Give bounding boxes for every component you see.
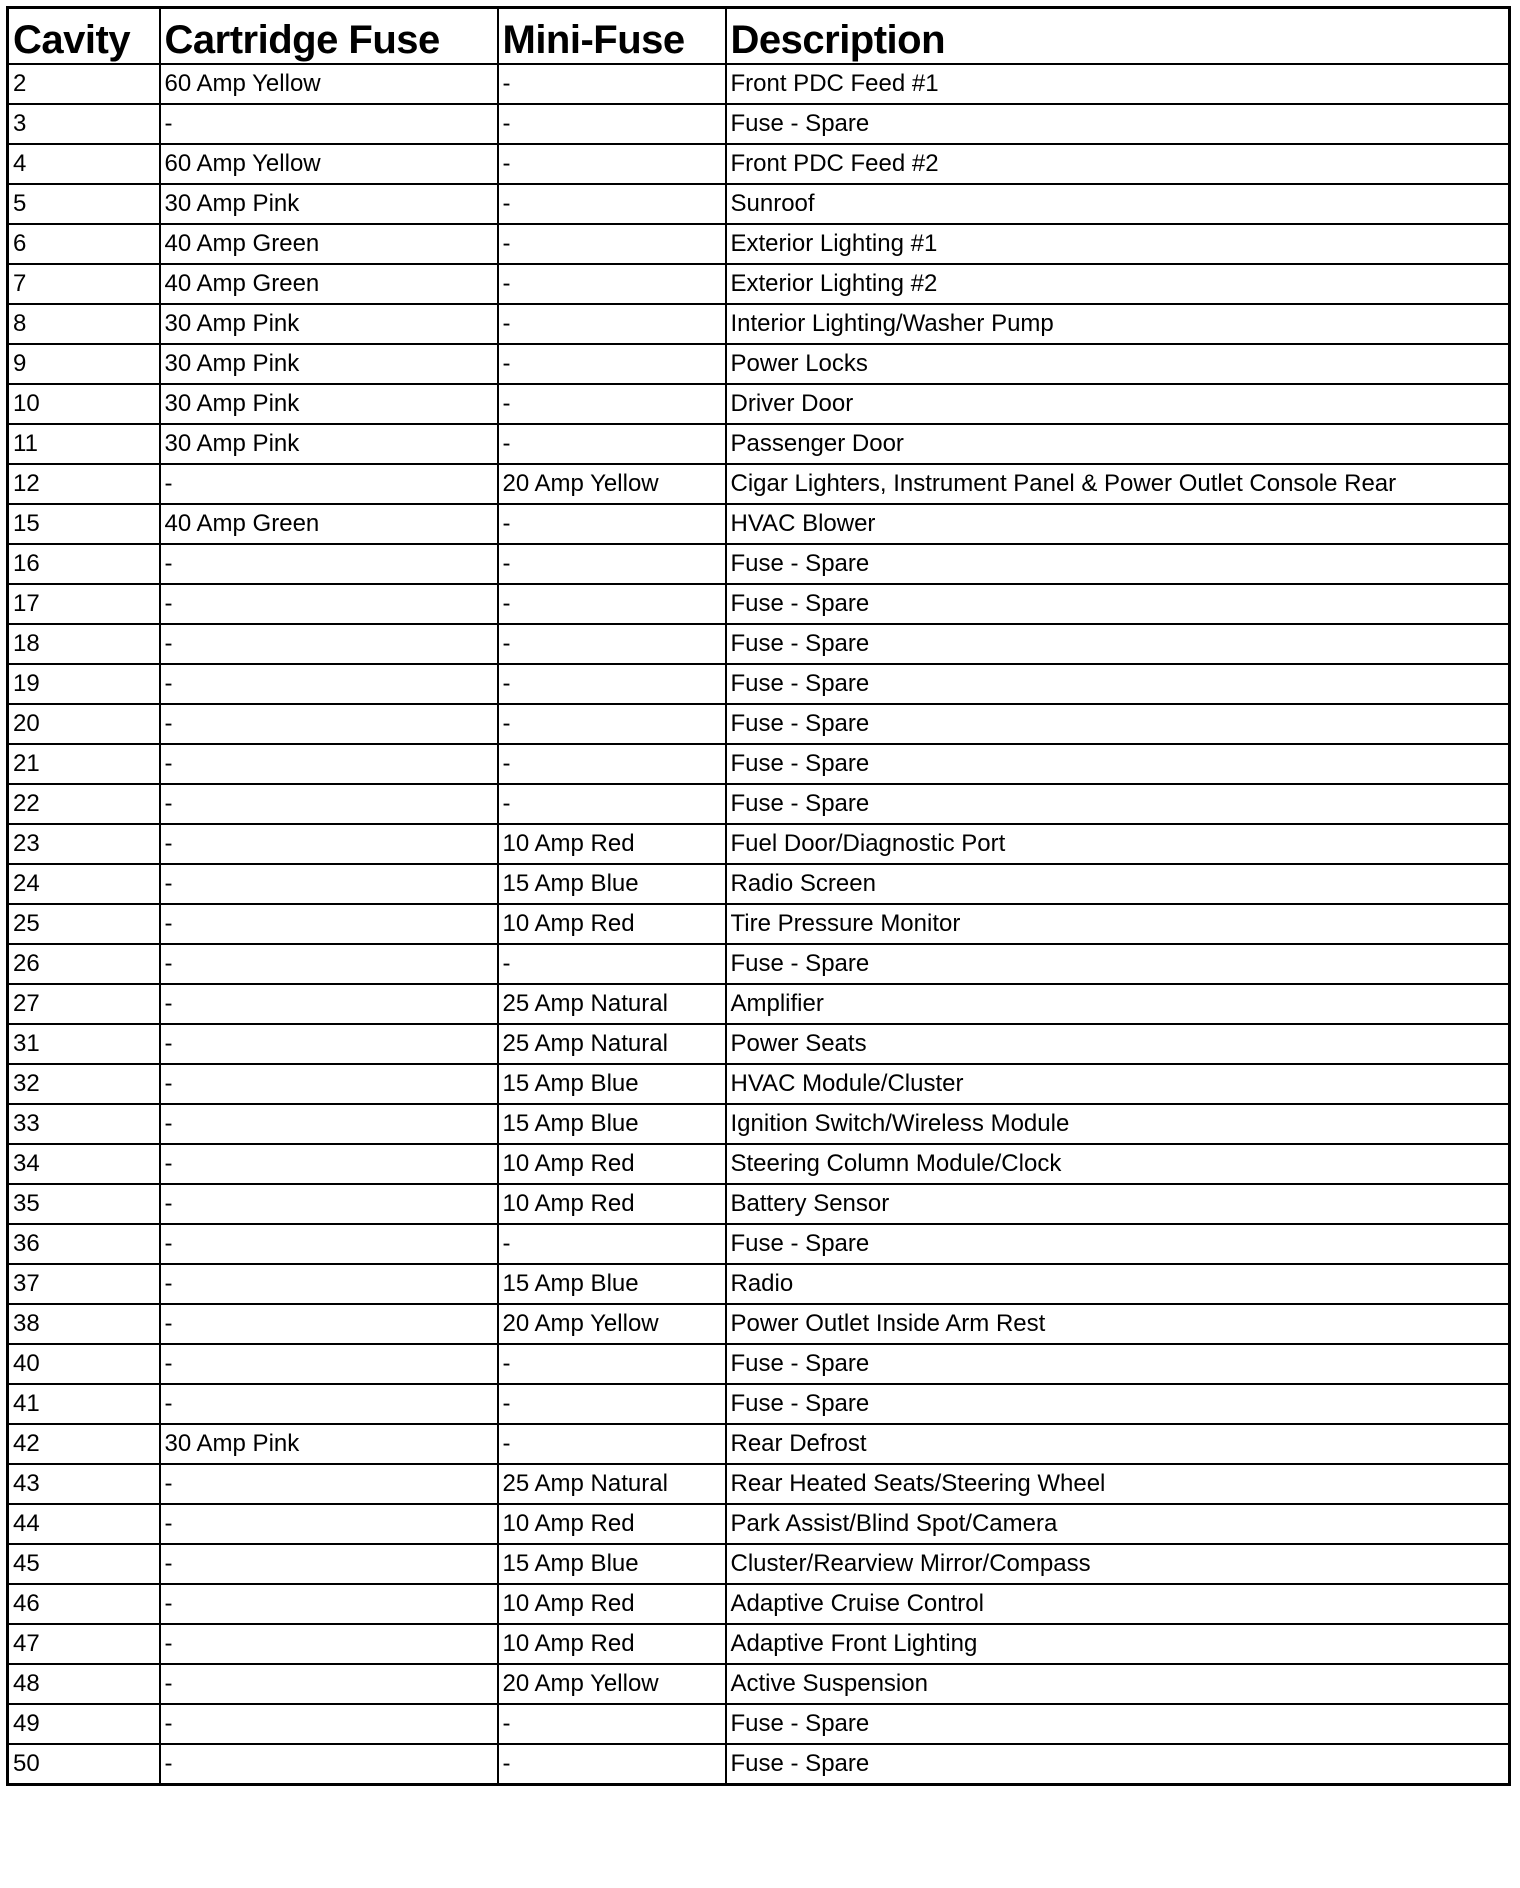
cell-cavity: 18 xyxy=(8,624,160,664)
cell-cavity: 2 xyxy=(8,64,160,104)
header-description: Description xyxy=(726,8,1510,65)
table-row xyxy=(8,1744,1510,1785)
cell-cavity: 31 xyxy=(8,1024,160,1064)
cell-mini-fuse: 15 Amp Blue xyxy=(498,1104,726,1144)
table-row xyxy=(8,1384,1510,1424)
table-row xyxy=(8,104,1510,144)
cell-description: Fuse - Spare xyxy=(726,104,1510,144)
cell-description: Fuse - Spare xyxy=(726,744,1510,784)
table-body xyxy=(8,64,1510,1785)
cell-cartridge-fuse: - xyxy=(160,1464,498,1504)
cell-cartridge-fuse: 30 Amp Pink xyxy=(160,384,498,424)
table-row xyxy=(8,144,1510,184)
cell-mini-fuse: 15 Amp Blue xyxy=(498,1064,726,1104)
table-row xyxy=(8,1664,1510,1704)
cell-cartridge-fuse: 30 Amp Pink xyxy=(160,1424,498,1464)
table-row xyxy=(8,904,1510,944)
cell-description: Interior Lighting/Washer Pump xyxy=(726,304,1510,344)
cell-cavity: 38 xyxy=(8,1304,160,1344)
cell-cavity: 46 xyxy=(8,1584,160,1624)
cell-description: Exterior Lighting #2 xyxy=(726,264,1510,304)
cell-description: Fuse - Spare xyxy=(726,624,1510,664)
cell-description: Fuse - Spare xyxy=(726,1704,1510,1744)
cell-mini-fuse: 10 Amp Red xyxy=(498,904,726,944)
cell-cartridge-fuse: - xyxy=(160,624,498,664)
cell-mini-fuse: - xyxy=(498,104,726,144)
cell-mini-fuse: - xyxy=(498,304,726,344)
cell-cartridge-fuse: - xyxy=(160,1024,498,1064)
cell-description: Radio xyxy=(726,1264,1510,1304)
cell-mini-fuse: - xyxy=(498,1344,726,1384)
cell-cavity: 25 xyxy=(8,904,160,944)
cell-description: Cluster/Rearview Mirror/Compass xyxy=(726,1544,1510,1584)
cell-cavity: 15 xyxy=(8,504,160,544)
table-row xyxy=(8,1024,1510,1064)
cell-description: Amplifier xyxy=(726,984,1510,1024)
table-row xyxy=(8,1424,1510,1464)
table-row xyxy=(8,344,1510,384)
cell-cartridge-fuse: - xyxy=(160,1104,498,1144)
cell-mini-fuse: - xyxy=(498,944,726,984)
cell-cartridge-fuse: - xyxy=(160,1144,498,1184)
cell-cartridge-fuse: 30 Amp Pink xyxy=(160,184,498,224)
cell-description: Cigar Lighters, Instrument Panel & Power Outlet Console Rear xyxy=(726,464,1510,504)
cell-mini-fuse: 15 Amp Blue xyxy=(498,1544,726,1584)
cell-cartridge-fuse: - xyxy=(160,1584,498,1624)
cell-description: Rear Defrost xyxy=(726,1424,1510,1464)
cell-mini-fuse: - xyxy=(498,344,726,384)
cell-description: Park Assist/Blind Spot/Camera xyxy=(726,1504,1510,1544)
cell-description: Fuse - Spare xyxy=(726,784,1510,824)
table-row xyxy=(8,1464,1510,1504)
table-row xyxy=(8,544,1510,584)
cell-mini-fuse: - xyxy=(498,504,726,544)
cell-mini-fuse: - xyxy=(498,1384,726,1424)
header-mini-fuse: Mini-Fuse xyxy=(498,8,726,65)
cell-cavity: 34 xyxy=(8,1144,160,1184)
cell-cartridge-fuse: - xyxy=(160,664,498,704)
cell-cartridge-fuse: 30 Amp Pink xyxy=(160,344,498,384)
cell-mini-fuse: 15 Amp Blue xyxy=(498,1264,726,1304)
cell-description: Sunroof xyxy=(726,184,1510,224)
cell-description: Front PDC Feed #1 xyxy=(726,64,1510,104)
cell-cartridge-fuse: - xyxy=(160,904,498,944)
cell-mini-fuse: - xyxy=(498,264,726,304)
cell-description: Power Outlet Inside Arm Rest xyxy=(726,1304,1510,1344)
cell-cartridge-fuse: 60 Amp Yellow xyxy=(160,64,498,104)
cell-cavity: 10 xyxy=(8,384,160,424)
cell-cavity: 9 xyxy=(8,344,160,384)
cell-mini-fuse: 10 Amp Red xyxy=(498,1624,726,1664)
fuse-table xyxy=(6,6,1511,1786)
cell-cartridge-fuse: - xyxy=(160,784,498,824)
table-row xyxy=(8,1064,1510,1104)
table-row xyxy=(8,944,1510,984)
cell-mini-fuse: 20 Amp Yellow xyxy=(498,1304,726,1344)
cell-cartridge-fuse: - xyxy=(160,1304,498,1344)
cell-mini-fuse: - xyxy=(498,184,726,224)
cell-description: Steering Column Module/Clock xyxy=(726,1144,1510,1184)
table-row xyxy=(8,264,1510,304)
cell-cavity: 36 xyxy=(8,1224,160,1264)
cell-cavity: 19 xyxy=(8,664,160,704)
table-row xyxy=(8,64,1510,104)
cell-cavity: 12 xyxy=(8,464,160,504)
table-row xyxy=(8,1304,1510,1344)
cell-description: Radio Screen xyxy=(726,864,1510,904)
table-row xyxy=(8,384,1510,424)
cell-description: HVAC Module/Cluster xyxy=(726,1064,1510,1104)
cell-cartridge-fuse: - xyxy=(160,984,498,1024)
cell-mini-fuse: 25 Amp Natural xyxy=(498,1464,726,1504)
cell-cartridge-fuse: 60 Amp Yellow xyxy=(160,144,498,184)
cell-cavity: 50 xyxy=(8,1744,160,1785)
cell-cavity: 7 xyxy=(8,264,160,304)
cell-description: Rear Heated Seats/Steering Wheel xyxy=(726,1464,1510,1504)
table-row xyxy=(8,1104,1510,1144)
cell-cartridge-fuse: - xyxy=(160,1704,498,1744)
table-row xyxy=(8,1704,1510,1744)
cell-description: Active Suspension xyxy=(726,1664,1510,1704)
cell-description: Fuse - Spare xyxy=(726,944,1510,984)
cell-cavity: 21 xyxy=(8,744,160,784)
cell-description: Exterior Lighting #1 xyxy=(726,224,1510,264)
cell-description: Power Seats xyxy=(726,1024,1510,1064)
table-row xyxy=(8,504,1510,544)
cell-description: Fuse - Spare xyxy=(726,1224,1510,1264)
cell-cartridge-fuse: - xyxy=(160,744,498,784)
cell-mini-fuse: 15 Amp Blue xyxy=(498,864,726,904)
table-row xyxy=(8,1624,1510,1664)
cell-cartridge-fuse: 30 Amp Pink xyxy=(160,424,498,464)
cell-mini-fuse: - xyxy=(498,784,726,824)
cell-mini-fuse: - xyxy=(498,384,726,424)
cell-cartridge-fuse: 30 Amp Pink xyxy=(160,304,498,344)
cell-cavity: 20 xyxy=(8,704,160,744)
cell-mini-fuse: 10 Amp Red xyxy=(498,1584,726,1624)
cell-mini-fuse: - xyxy=(498,424,726,464)
cell-cavity: 47 xyxy=(8,1624,160,1664)
cell-description: HVAC Blower xyxy=(726,504,1510,544)
cell-description: Front PDC Feed #2 xyxy=(726,144,1510,184)
cell-description: Ignition Switch/Wireless Module xyxy=(726,1104,1510,1144)
cell-cavity: 22 xyxy=(8,784,160,824)
cell-cartridge-fuse: - xyxy=(160,864,498,904)
cell-mini-fuse: - xyxy=(498,64,726,104)
table-row xyxy=(8,744,1510,784)
cell-cavity: 11 xyxy=(8,424,160,464)
table-row xyxy=(8,1184,1510,1224)
table-row xyxy=(8,304,1510,344)
table-row xyxy=(8,584,1510,624)
cell-mini-fuse: - xyxy=(498,584,726,624)
cell-description: Fuse - Spare xyxy=(726,1744,1510,1785)
cell-description: Power Locks xyxy=(726,344,1510,384)
cell-cavity: 8 xyxy=(8,304,160,344)
table-row xyxy=(8,224,1510,264)
cell-cartridge-fuse: - xyxy=(160,1184,498,1224)
cell-mini-fuse: 20 Amp Yellow xyxy=(498,464,726,504)
cell-cavity: 41 xyxy=(8,1384,160,1424)
cell-cavity: 4 xyxy=(8,144,160,184)
table-row xyxy=(8,464,1510,504)
cell-cartridge-fuse: - xyxy=(160,944,498,984)
cell-mini-fuse: - xyxy=(498,744,726,784)
cell-cavity: 17 xyxy=(8,584,160,624)
cell-description: Fuse - Spare xyxy=(726,1384,1510,1424)
cell-cartridge-fuse: - xyxy=(160,1624,498,1664)
cell-cavity: 42 xyxy=(8,1424,160,1464)
cell-cavity: 23 xyxy=(8,824,160,864)
cell-cavity: 6 xyxy=(8,224,160,264)
cell-cavity: 45 xyxy=(8,1544,160,1584)
cell-mini-fuse: - xyxy=(498,1744,726,1785)
cell-mini-fuse: - xyxy=(498,1704,726,1744)
cell-cartridge-fuse: - xyxy=(160,1384,498,1424)
cell-mini-fuse: 10 Amp Red xyxy=(498,1184,726,1224)
cell-mini-fuse: - xyxy=(498,704,726,744)
cell-description: Battery Sensor xyxy=(726,1184,1510,1224)
table-row xyxy=(8,624,1510,664)
cell-cartridge-fuse: - xyxy=(160,104,498,144)
table-row xyxy=(8,784,1510,824)
table-row xyxy=(8,1144,1510,1184)
cell-cavity: 27 xyxy=(8,984,160,1024)
cell-description: Adaptive Front Lighting xyxy=(726,1624,1510,1664)
table-row xyxy=(8,184,1510,224)
table-row xyxy=(8,1584,1510,1624)
cell-cavity: 48 xyxy=(8,1664,160,1704)
table-row xyxy=(8,664,1510,704)
cell-cavity: 16 xyxy=(8,544,160,584)
cell-description: Fuse - Spare xyxy=(726,1344,1510,1384)
cell-cartridge-fuse: 40 Amp Green xyxy=(160,504,498,544)
cell-cavity: 5 xyxy=(8,184,160,224)
table-row xyxy=(8,1344,1510,1384)
cell-mini-fuse: - xyxy=(498,1424,726,1464)
cell-mini-fuse: - xyxy=(498,1224,726,1264)
table-row xyxy=(8,984,1510,1024)
cell-cartridge-fuse: - xyxy=(160,1264,498,1304)
cell-cartridge-fuse: - xyxy=(160,1744,498,1785)
cell-cartridge-fuse: - xyxy=(160,704,498,744)
cell-cavity: 43 xyxy=(8,1464,160,1504)
table-header xyxy=(8,8,1510,65)
cell-description: Passenger Door xyxy=(726,424,1510,464)
cell-cartridge-fuse: - xyxy=(160,1544,498,1584)
cell-mini-fuse: - xyxy=(498,624,726,664)
cell-cavity: 44 xyxy=(8,1504,160,1544)
cell-cavity: 37 xyxy=(8,1264,160,1304)
cell-cavity: 24 xyxy=(8,864,160,904)
cell-mini-fuse: 25 Amp Natural xyxy=(498,984,726,1024)
cell-mini-fuse: 10 Amp Red xyxy=(498,824,726,864)
cell-description: Fuse - Spare xyxy=(726,664,1510,704)
table-row xyxy=(8,1224,1510,1264)
table-row xyxy=(8,1264,1510,1304)
cell-mini-fuse: - xyxy=(498,224,726,264)
table-row xyxy=(8,424,1510,464)
cell-cartridge-fuse: - xyxy=(160,1064,498,1104)
cell-description: Fuel Door/Diagnostic Port xyxy=(726,824,1510,864)
cell-mini-fuse: - xyxy=(498,664,726,704)
cell-cartridge-fuse: - xyxy=(160,1224,498,1264)
cell-cavity: 3 xyxy=(8,104,160,144)
table-row xyxy=(8,1504,1510,1544)
cell-cartridge-fuse: - xyxy=(160,1344,498,1384)
cell-cartridge-fuse: - xyxy=(160,584,498,624)
cell-description: Tire Pressure Monitor xyxy=(726,904,1510,944)
header-row xyxy=(8,8,1510,65)
cell-cavity: 35 xyxy=(8,1184,160,1224)
cell-mini-fuse: - xyxy=(498,144,726,184)
cell-cavity: 40 xyxy=(8,1344,160,1384)
cell-mini-fuse: 10 Amp Red xyxy=(498,1144,726,1184)
cell-description: Fuse - Spare xyxy=(726,704,1510,744)
cell-cavity: 49 xyxy=(8,1704,160,1744)
cell-description: Fuse - Spare xyxy=(726,584,1510,624)
cell-cartridge-fuse: - xyxy=(160,1664,498,1704)
cell-cartridge-fuse: 40 Amp Green xyxy=(160,224,498,264)
table-row xyxy=(8,864,1510,904)
cell-description: Fuse - Spare xyxy=(726,544,1510,584)
table-row xyxy=(8,704,1510,744)
cell-mini-fuse: 20 Amp Yellow xyxy=(498,1664,726,1704)
cell-mini-fuse: 10 Amp Red xyxy=(498,1504,726,1544)
cell-cavity: 33 xyxy=(8,1104,160,1144)
cell-cavity: 32 xyxy=(8,1064,160,1104)
cell-mini-fuse: - xyxy=(498,544,726,584)
header-cavity: Cavity xyxy=(8,8,160,65)
cell-cartridge-fuse: - xyxy=(160,824,498,864)
cell-cartridge-fuse: 40 Amp Green xyxy=(160,264,498,304)
cell-mini-fuse: 25 Amp Natural xyxy=(498,1024,726,1064)
cell-cartridge-fuse: - xyxy=(160,1504,498,1544)
table-row xyxy=(8,824,1510,864)
table-row xyxy=(8,1544,1510,1584)
header-cartridge-fuse: Cartridge Fuse xyxy=(160,8,498,65)
cell-cavity: 26 xyxy=(8,944,160,984)
cell-description: Adaptive Cruise Control xyxy=(726,1584,1510,1624)
cell-cartridge-fuse: - xyxy=(160,544,498,584)
cell-description: Driver Door xyxy=(726,384,1510,424)
cell-cartridge-fuse: - xyxy=(160,464,498,504)
